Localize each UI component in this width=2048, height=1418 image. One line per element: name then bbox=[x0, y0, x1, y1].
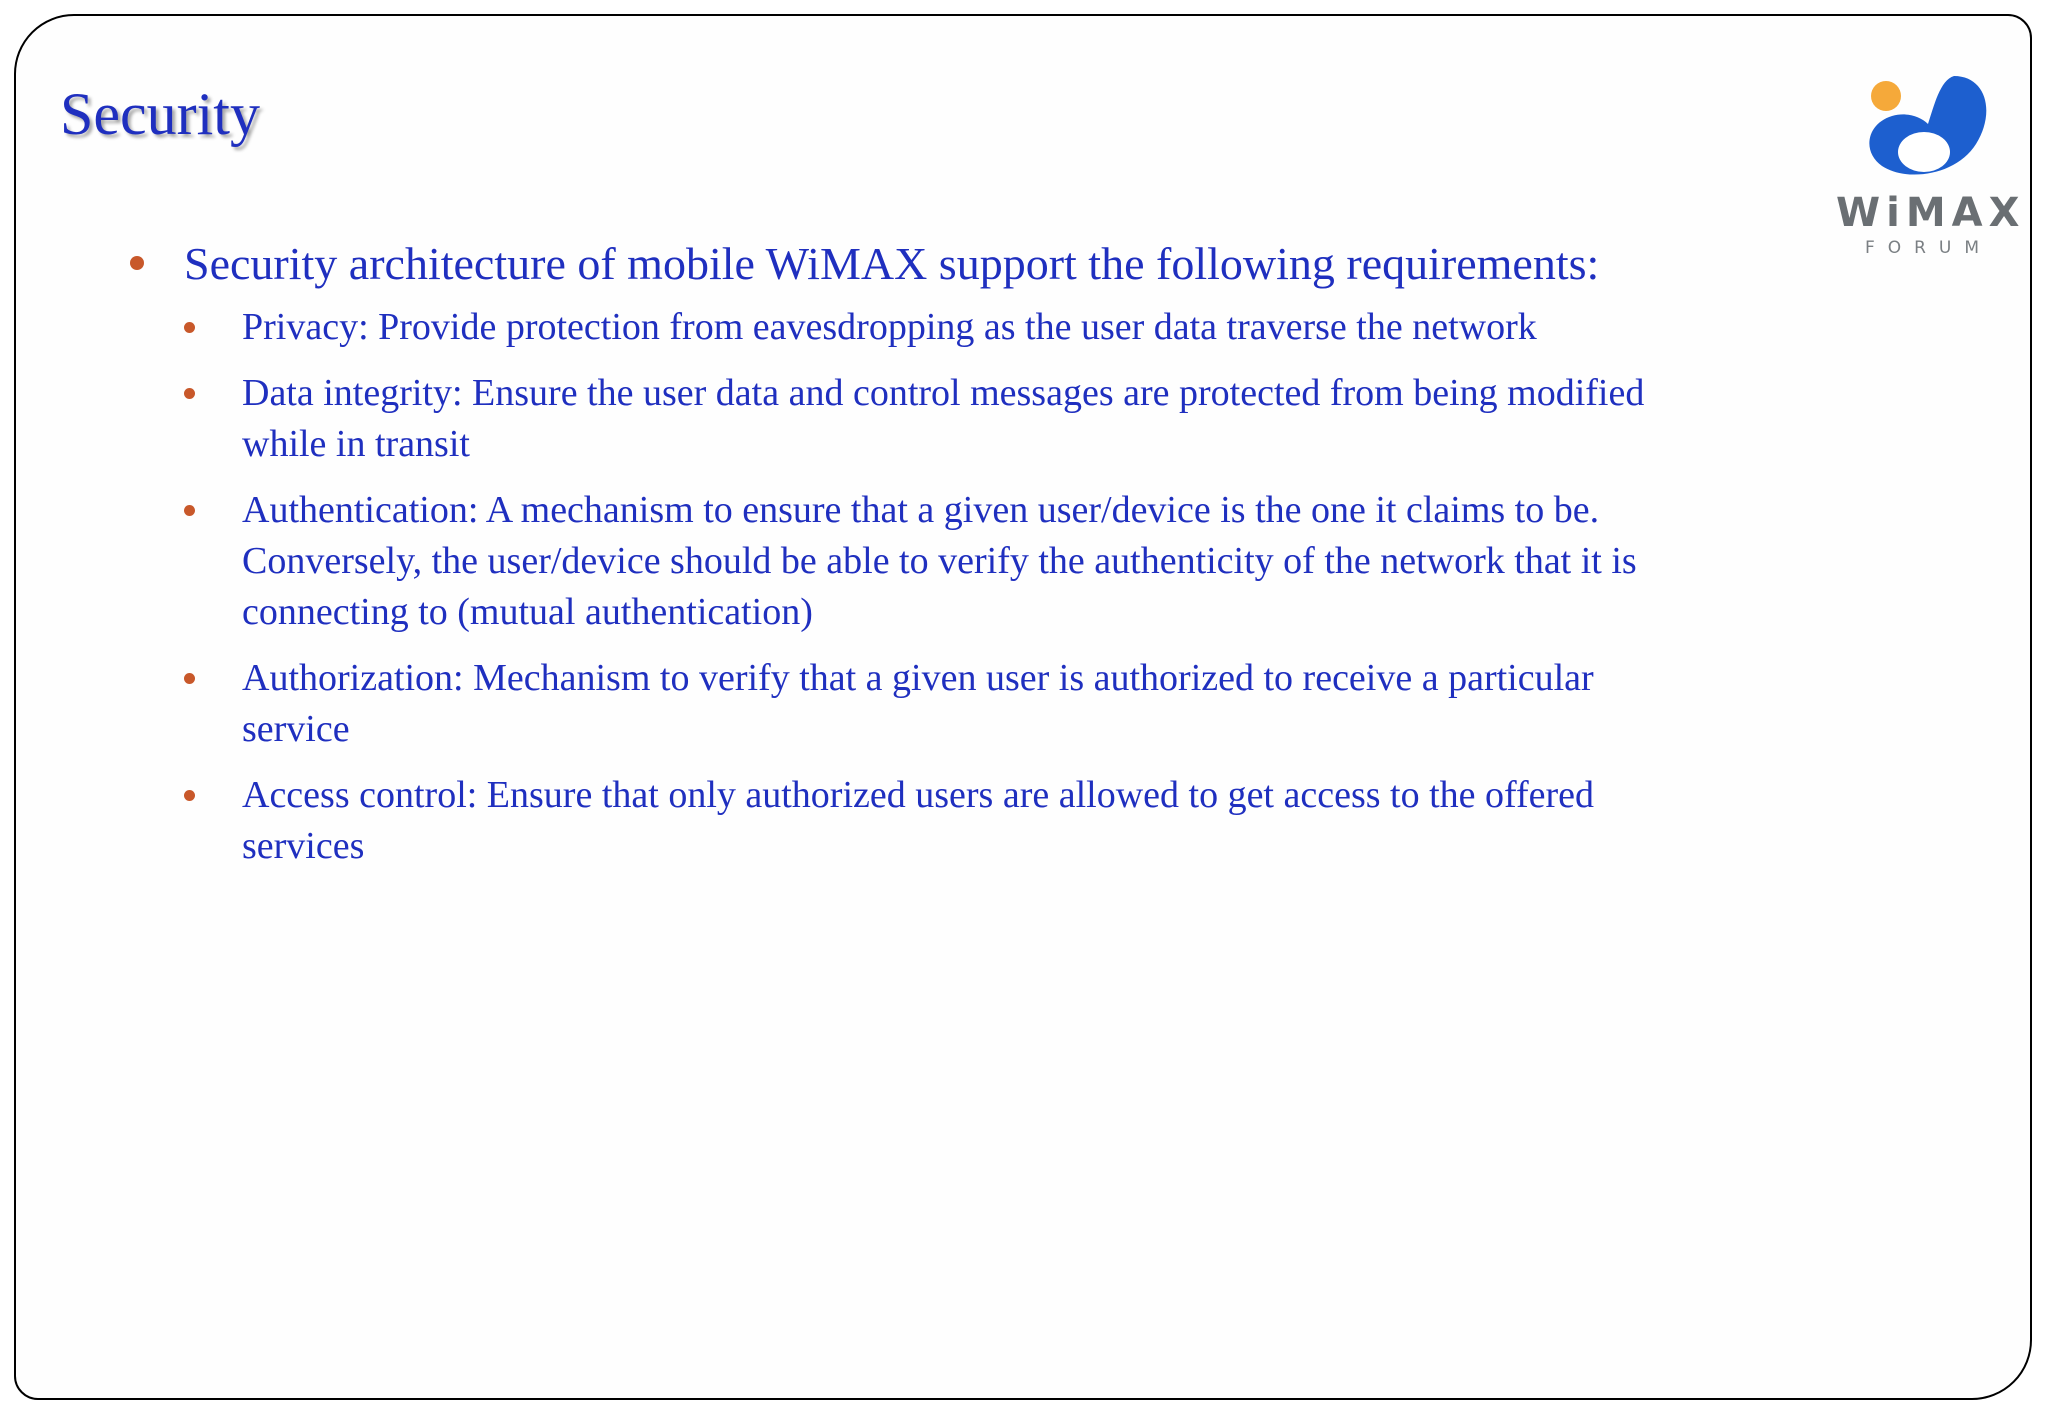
slide-title: Security bbox=[60, 81, 260, 147]
list-item-text: Authorization: Mechanism to verify that a given user is authorized to receive a particular bbox=[242, 657, 1594, 699]
list-item bbox=[184, 302, 1826, 353]
list-item bbox=[184, 485, 1826, 638]
list-item-text: Access control: Ensure that only authorized users are allowed to get access to the offered bbox=[242, 774, 1595, 816]
list-item bbox=[184, 368, 1826, 470]
slide-frame bbox=[14, 14, 2032, 1400]
bullet-dot-icon bbox=[184, 505, 195, 516]
list-item-text: while in transit bbox=[242, 423, 470, 465]
list-item-text: services bbox=[242, 825, 365, 867]
list-item-text: Authentication: A mechanism to ensure that a given user/device is the one it claims to be. bbox=[242, 489, 1600, 531]
logo-wordmark: WiMAX bbox=[1836, 190, 2026, 236]
bullet-dot-icon bbox=[130, 256, 144, 270]
list-item-text: Privacy: Provide protection from eavesdropping as the user data traverse the network bbox=[242, 306, 1537, 348]
list-item bbox=[184, 770, 1826, 872]
requirements-list bbox=[126, 302, 1826, 872]
bullet-dot-icon bbox=[184, 322, 195, 333]
list-item-text: service bbox=[242, 708, 350, 750]
wimax-logo-icon bbox=[1836, 72, 2021, 192]
wimax-forum-logo bbox=[1836, 72, 2026, 262]
list-item-text: connecting to (mutual authentication) bbox=[242, 591, 813, 633]
main-bullet-text: Security architecture of mobile WiMAX support the following requirements: bbox=[184, 238, 1600, 289]
bullet-dot-icon bbox=[184, 790, 195, 801]
bullet-dot-icon bbox=[184, 673, 195, 684]
logo-subtitle: FORUM bbox=[1864, 238, 1993, 258]
main-bullet bbox=[126, 234, 1826, 294]
slide-content bbox=[126, 234, 1826, 887]
list-item-text: Data integrity: Ensure the user data and control messages are protected from being modified bbox=[242, 372, 1645, 414]
bullet-dot-icon bbox=[184, 388, 195, 399]
list-item-text: Conversely, the user/device should be able to verify the authenticity of the network that it is bbox=[242, 540, 1637, 582]
list-item bbox=[184, 653, 1826, 755]
